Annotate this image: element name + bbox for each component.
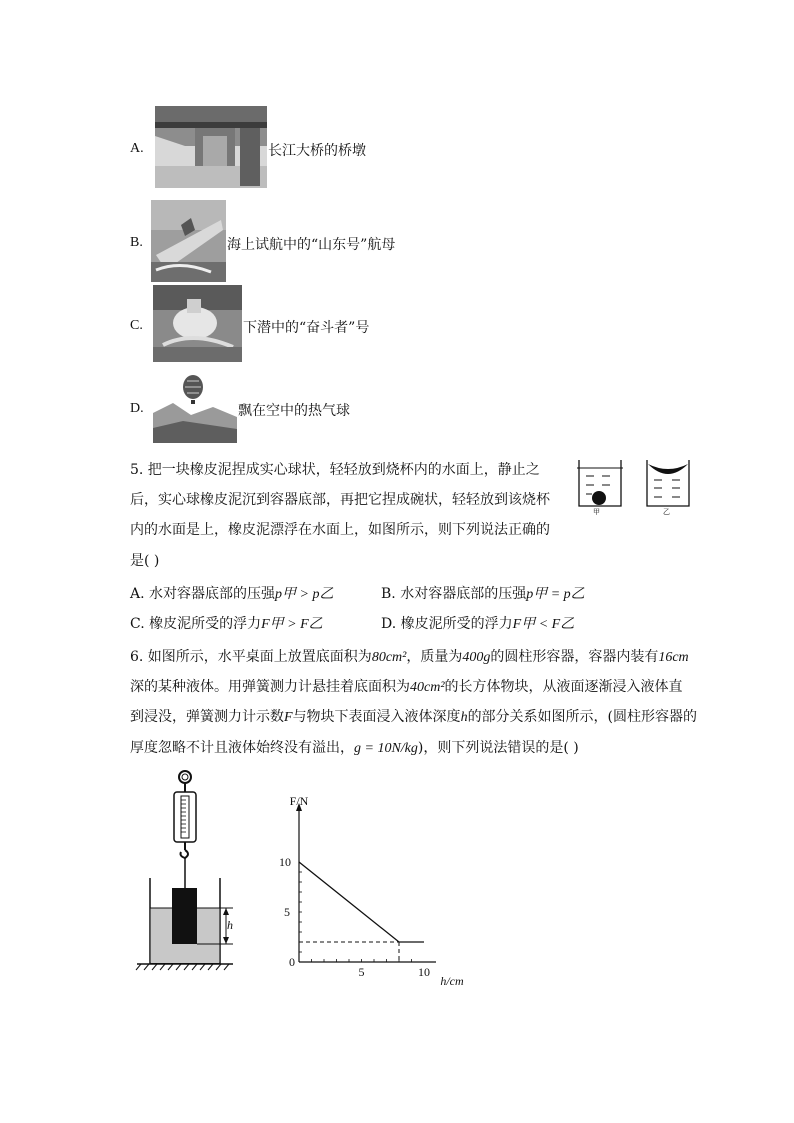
q5-option-b-math: p甲 = p乙 (526, 587, 585, 602)
beaker-jia (577, 460, 623, 506)
q5-line-1: 5. 把一块橡皮泥捏成实心球状，轻轻放到烧杯内的水面上，静止之 (130, 462, 540, 478)
option-c-text: 下潜中的“奋斗者”号 (243, 320, 370, 336)
q5-beaker-figure (574, 458, 694, 518)
q6-l3-d: h (460, 710, 468, 725)
option-b-letter: B. (130, 235, 143, 250)
submersible-photo (153, 285, 242, 362)
q6-line-4 (130, 737, 579, 757)
q5-option-b (381, 583, 585, 603)
q6-l2-b: 40cm² (410, 680, 445, 695)
x-tick-label: 10 (418, 965, 430, 979)
q6-l2-c: 的长方体物块，从液面逐渐浸入液体直 (444, 679, 683, 695)
q6-line-2 (130, 676, 683, 696)
q6-l1-b: 80cm² (371, 650, 407, 665)
q5-option-c (130, 613, 323, 633)
q5-option-b-prefix: B. 水对容器底部的压强 (381, 586, 527, 602)
q5-line-4: 是( ) (130, 553, 160, 569)
q6-l1-e: 的圆柱形容器，容器内装有 (490, 649, 659, 665)
q5-option-d-math: F甲 < F乙 (512, 617, 575, 632)
q6-line-1 (130, 646, 689, 666)
q6-l3-a: 到浸没，弹簧测力计示数 (130, 709, 284, 725)
h-label: h (227, 918, 233, 932)
q6-l1-f: 16cm (658, 650, 689, 665)
q5-line-3: 内的水面是上，橡皮泥漂浮在水面上，如图所示，则下列说法正确的 (130, 522, 550, 538)
option-d-text: 飘在空中的热气球 (238, 403, 350, 419)
q6-l3-c: 与物块下表面浸入液体深度 (292, 709, 461, 725)
block (172, 888, 197, 944)
aircraft-carrier-photo (151, 200, 226, 282)
q6-l3-e: 的部分关系如图所示，(圆柱形容器的 (467, 709, 698, 725)
series-line-F (299, 862, 424, 942)
q5-option-a (130, 583, 333, 603)
q6-l1-c: ，质量为 (406, 649, 463, 665)
q5-option-c-prefix: C. 橡皮泥所受的浮力 (130, 616, 262, 632)
y-tick-label: 5 (284, 905, 290, 919)
q6-l4-a: 厚度忽略不计且液体始终没有溢出， (130, 740, 354, 756)
label-jia: 甲 (593, 508, 600, 516)
label-yi: 乙 (663, 508, 670, 516)
q6-l2-a: 深的某种液体。用弹簧测力计悬挂着底面积为 (130, 679, 410, 695)
option-d-letter: D. (130, 401, 144, 416)
beaker-yi (647, 460, 689, 506)
q6-force-depth-chart (270, 795, 490, 995)
option-a-text: 长江大桥的桥墩 (268, 143, 366, 159)
y-tick-label: 10 (279, 855, 291, 869)
q6-l1-a: 6. 如图所示，水平桌面上放置底面积为 (130, 649, 372, 665)
chart-svg (270, 795, 490, 995)
x-tick-label: 5 (358, 965, 365, 979)
x-axis-title: h/cm (440, 974, 464, 988)
y-axis-title: F/N (289, 795, 309, 808)
q5-option-d (381, 613, 574, 633)
q6-apparatus-figure (135, 770, 245, 975)
hot-air-balloon-photo (153, 373, 237, 443)
option-c-letter: C. (130, 318, 143, 333)
q6-l4-b: g = 10N/kg (354, 741, 418, 756)
option-b-text: 海上试航中的“山东号”航母 (227, 237, 396, 253)
q6-l3-b: F (284, 710, 293, 725)
q6-l1-d: 400g (462, 650, 491, 665)
q6-l4-c: )，则下列说法错误的是( ) (417, 740, 579, 756)
q5-option-a-prefix: A. 水对容器底部的压强 (130, 586, 276, 602)
option-a-letter: A. (130, 141, 144, 156)
q5-line-2: 后，实心球橡皮泥沉到容器底部，再把它捏成碗状，轻轻放到该烧杯 (130, 492, 550, 508)
q5-option-a-math: p甲 > p乙 (275, 587, 334, 602)
q5-option-d-prefix: D. 橡皮泥所受的浮力 (381, 616, 513, 632)
bridge-pier-photo (155, 106, 267, 188)
q5-option-c-math: F甲 > F乙 (261, 617, 323, 632)
q6-line-3 (130, 706, 697, 726)
origin-label: 0 (289, 955, 295, 969)
